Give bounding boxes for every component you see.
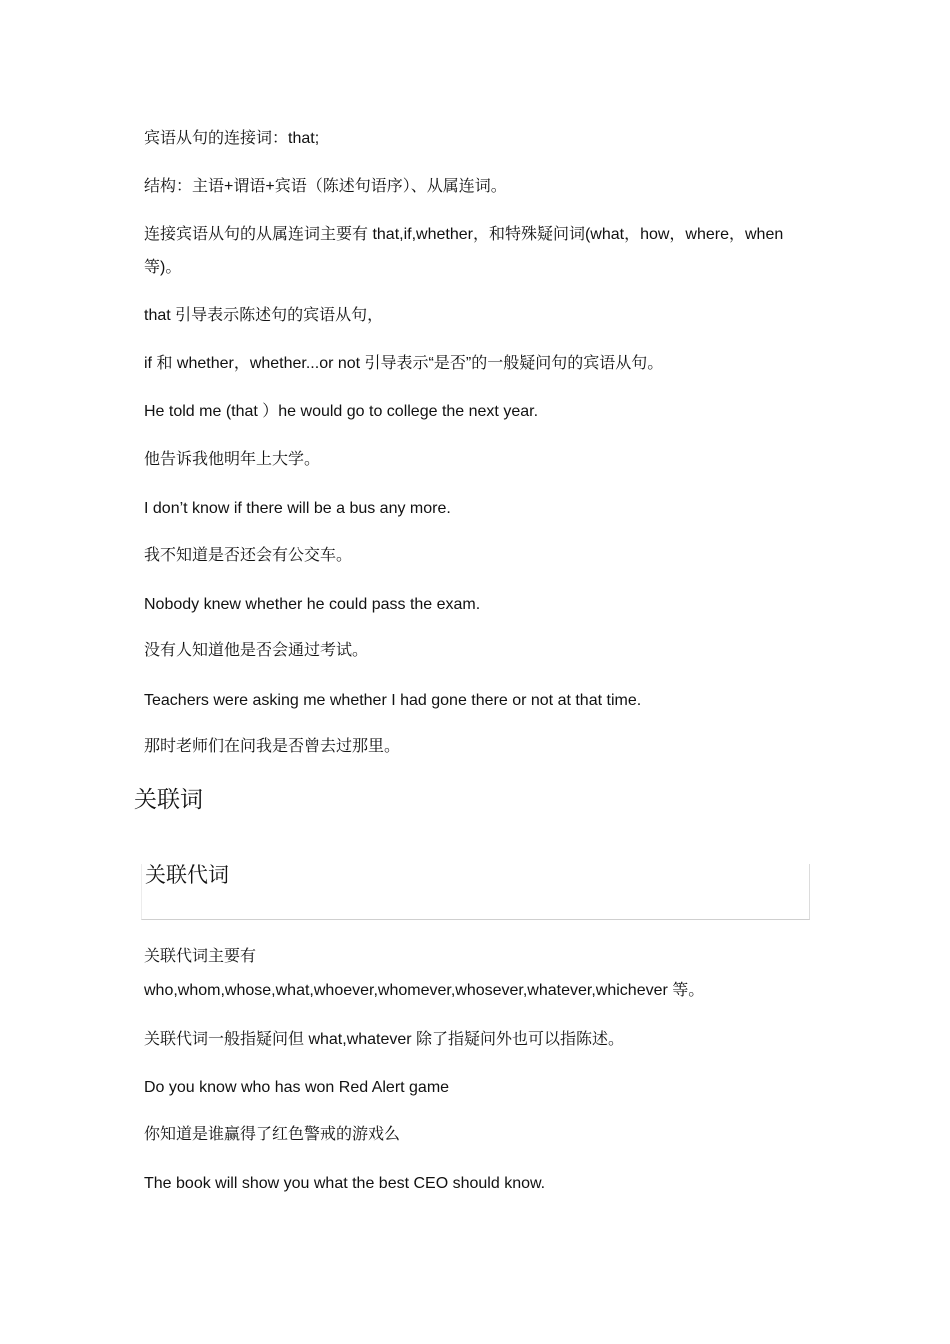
connector-intro: 宾语从句的连接词：that; <box>144 130 320 147</box>
example-5-english: Do you know who has won Red Alert game <box>144 1079 450 1096</box>
example-3-english: Nobody knew whether he could pass the exam. <box>144 596 481 613</box>
example-5-chinese: 你知道是谁赢得了红色警戒的游戏么 <box>144 1126 401 1143</box>
section-heading: 关联词 <box>134 787 203 813</box>
example-2-chinese: 我不知道是否还会有公交车。 <box>144 547 353 564</box>
example-4-chinese: 那时老师们在问我是否曾去过那里。 <box>144 738 401 755</box>
example-1-chinese: 他告诉我他明年上大学。 <box>144 451 321 468</box>
example-4-english: Teachers were asking me whether I had gone there or not at that time. <box>144 692 642 709</box>
subheading-box <box>141 864 810 920</box>
structure-line: 结构：主语+谓语+宾语（陈述句语序）、从属连词。 <box>144 178 507 195</box>
example-6-english: The book will show you what the best CEO should know. <box>144 1175 546 1192</box>
example-2-english: I don’t know if there will be a bus any more. <box>144 500 451 517</box>
subordinate-conjunctions-line: 连接宾语从句的从属连词主要有 that,if,whether，和特殊疑问词(what，how，where，when 等)。 <box>144 226 784 276</box>
example-3-chinese: 没有人知道他是否会通过考试。 <box>144 642 369 659</box>
relative-pronouns-note: 关联代词一般指疑问但 what,whatever 除了指疑问外也可以指陈述。 <box>144 1031 625 1048</box>
subheading: 关联代词 <box>145 863 229 887</box>
if-whether-usage-line: if 和 whether，whether...or not 引导表示“是否”的一般疑问句的宾语从句。 <box>144 355 664 372</box>
that-usage-line: that 引导表示陈述句的宾语从句， <box>144 307 384 324</box>
relative-pronouns-intro: 关联代词主要有 <box>144 948 257 965</box>
example-1-english: He told me (that ）he would go to college the next year. <box>144 403 539 420</box>
relative-pronouns-list: who,whom,whose,what,whoever,whomever,whosever,whatever,whichever 等。 <box>144 982 705 999</box>
